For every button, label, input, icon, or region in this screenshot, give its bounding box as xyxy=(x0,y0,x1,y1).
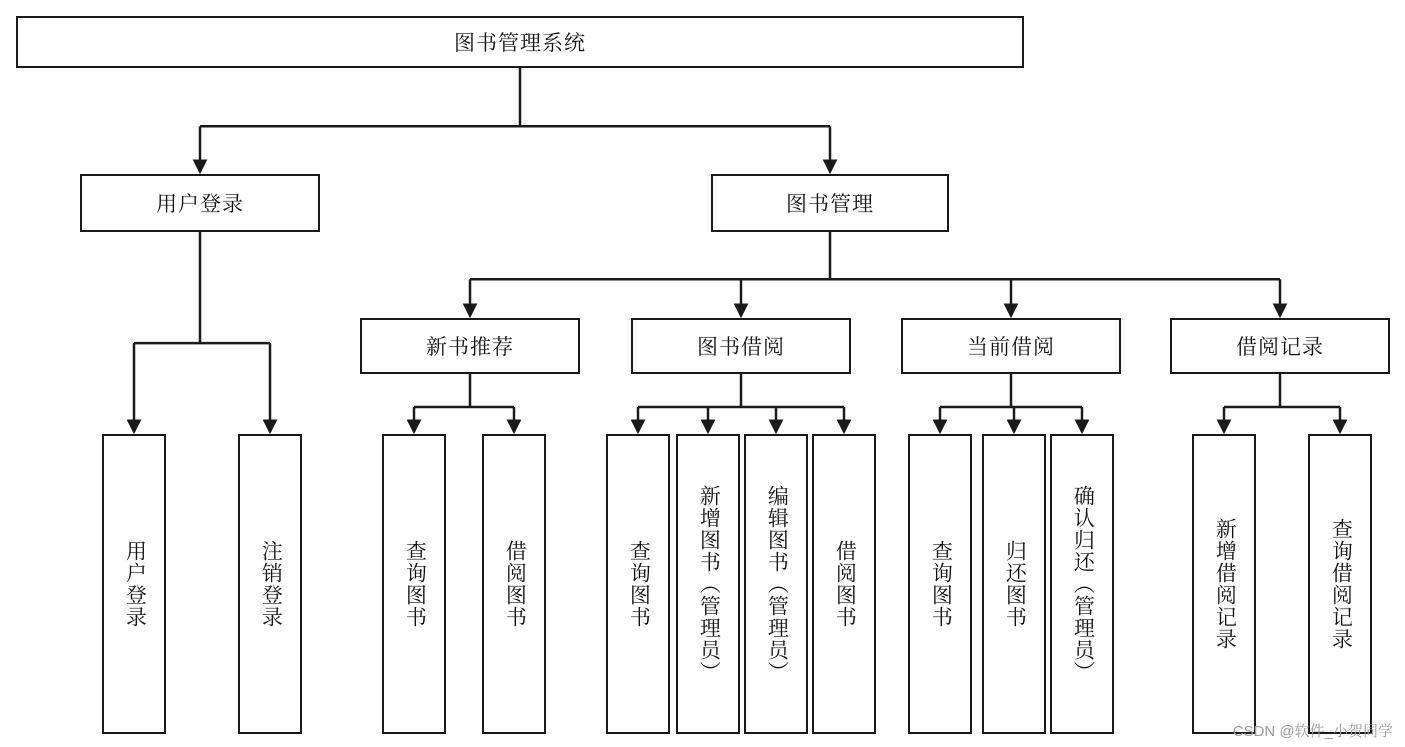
node-login xyxy=(80,174,320,232)
node-root xyxy=(16,16,1024,68)
node-bookmgmt xyxy=(711,174,949,232)
node-leaf-user-logout xyxy=(238,434,302,734)
node-label: 新书推荐 xyxy=(426,336,514,359)
node-label: 用户登录 xyxy=(123,540,147,628)
node-leaf-add-record xyxy=(1192,434,1256,734)
node-record xyxy=(1170,318,1390,374)
node-newbook xyxy=(360,318,580,374)
node-leaf-confirm-return xyxy=(1050,434,1114,734)
node-label: 查询图书 xyxy=(627,540,651,628)
node-label: 编辑图书（管理员） xyxy=(765,485,789,683)
node-leaf-edit-book xyxy=(744,434,808,734)
node-leaf-borrow-book-1 xyxy=(482,434,546,734)
node-label: 查询图书 xyxy=(929,540,953,628)
node-label: 图书借阅 xyxy=(697,336,785,359)
node-label: 图书管理 xyxy=(786,193,874,216)
node-label: 图书管理系统 xyxy=(454,32,586,55)
node-leaf-query-book-3 xyxy=(908,434,972,734)
node-label: 查询图书 xyxy=(403,540,427,628)
node-label: 用户登录 xyxy=(156,193,244,216)
node-label: 注销登录 xyxy=(259,540,283,628)
node-leaf-return-book xyxy=(982,434,1046,734)
node-label: 新增图书（管理员） xyxy=(697,485,721,683)
node-leaf-query-book-2 xyxy=(606,434,670,734)
node-label: 归还图书 xyxy=(1003,540,1027,628)
node-leaf-query-book-1 xyxy=(382,434,446,734)
node-label: 查询借阅记录 xyxy=(1329,518,1353,650)
node-leaf-borrow-book-2 xyxy=(812,434,876,734)
node-label: 新增借阅记录 xyxy=(1213,518,1237,650)
node-label: 借阅记录 xyxy=(1236,336,1324,359)
node-label: 借阅图书 xyxy=(503,540,527,628)
node-label: 当前借阅 xyxy=(967,336,1055,359)
node-borrow xyxy=(631,318,851,374)
watermark: CSDN @软件_小贺同学 xyxy=(1232,723,1393,740)
node-label: 确认归还（管理员） xyxy=(1071,485,1095,683)
node-leaf-add-book xyxy=(676,434,740,734)
node-leaf-query-record xyxy=(1308,434,1372,734)
node-current xyxy=(901,318,1121,374)
node-leaf-user-login xyxy=(102,434,166,734)
node-label: 借阅图书 xyxy=(833,540,857,628)
